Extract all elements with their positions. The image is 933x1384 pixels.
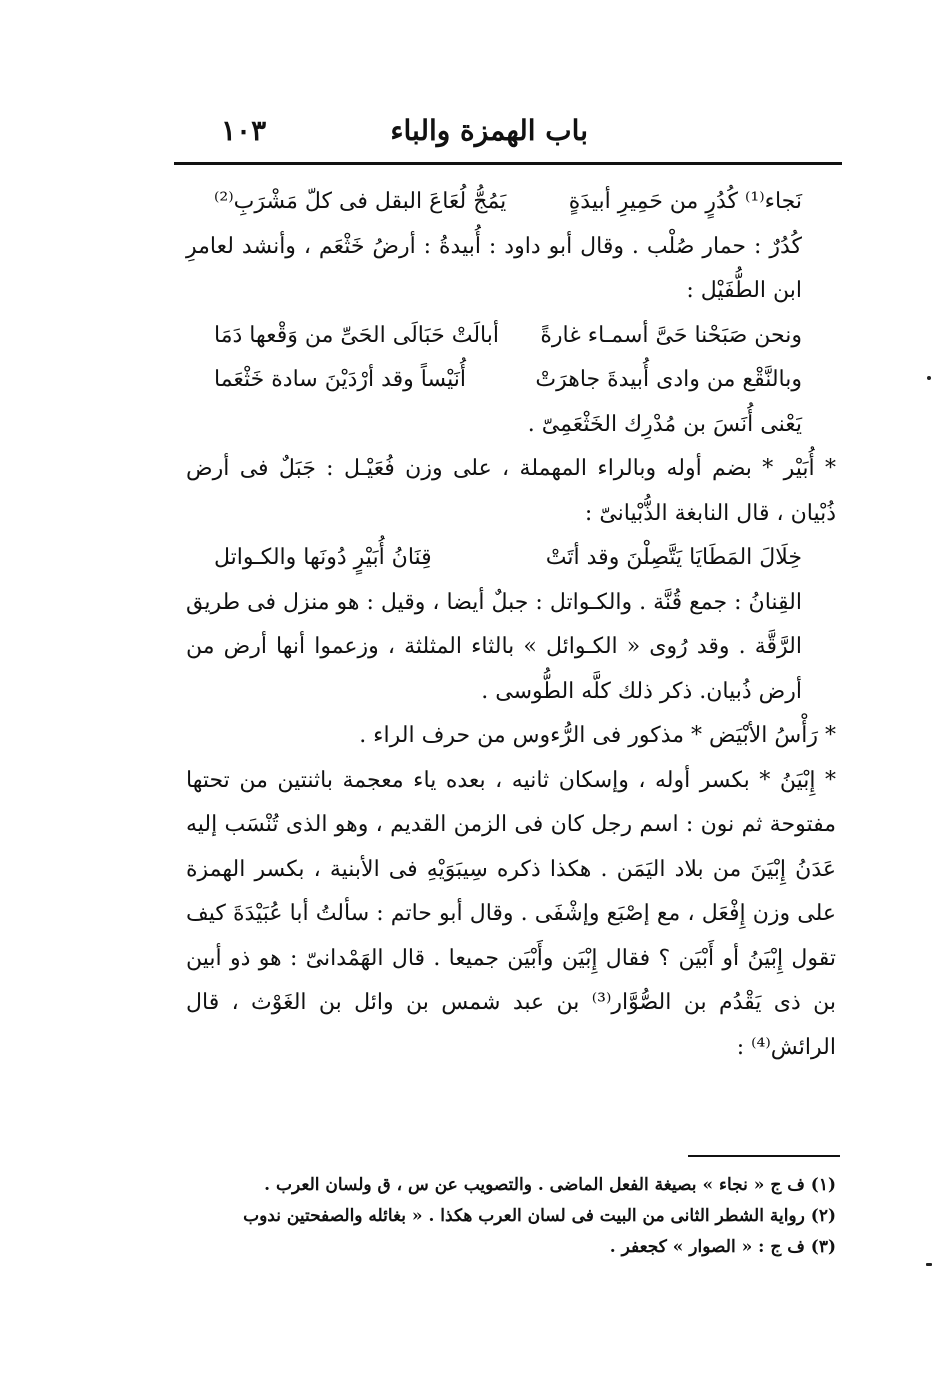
verse-hemistich-right: ونحن صَبَحْنا حَىَّ أسمـاء غارةً <box>540 322 802 348</box>
verse-line <box>186 180 836 225</box>
footnote-1: (١) ف ج « نجاء » بصيغة الفعل الماضى . والتصويب عن س ، ق ولسان العرب . <box>264 1175 836 1195</box>
footnote-rule <box>688 1155 840 1157</box>
verse-hemistich-right: وبالنَّقْع من وادى أُبيدةَ جاهرَتْ <box>535 367 802 392</box>
verse-line <box>186 358 836 403</box>
chapter-title: باب الهمزة والباء <box>390 114 588 147</box>
paragraph: القِنانُ : جمع قُنَّة . والكـواتل : جبلٌ أيضا ، وقيل : هو منزل فى طريق الرَّقَّة . وقد رُوى « الكـوائل » بالثاء المثلثة ، وزعموا أنها أرض من أرض ذُبيان. ذكر ذلك كلَّه الطُّوسى . <box>186 589 802 704</box>
footnote-2: (٢) رواية الشطر الثانى من البيت فى لسان العرب هكذا . « بغائله والصفحتين ندوب <box>243 1206 836 1226</box>
footnote-3: (٣) ف ج : « الصوار » كجعفر . <box>609 1237 836 1257</box>
paragraph: كُدُرٌ : حمار صُلْب . وقال أبو داود : أُبيدةُ : أرضُ خَثْعَم ، وأنشد لعامرِ ابن الطُّفَيْل : <box>186 233 802 303</box>
page-number: ١٠٣ <box>221 114 267 147</box>
footnotes <box>186 1170 836 1263</box>
entry-ras-al-abyad: * رَأْسُ الأبْيَض * مذكور فى الرُّءوس من حرف الراء . <box>359 723 836 748</box>
verse-hemistich-left: قِنَانُ أُبَيْرٍ دُونَها والكـواتل <box>214 545 432 570</box>
paragraph: يَعْنى أُنَسَ بن مُدْرِك الخَثْعَمِىّ . <box>527 411 802 437</box>
verse-line <box>186 314 836 359</box>
verse-line <box>186 536 836 581</box>
verse-hemistich-right: نَجاء⁽¹⁾ كُدُرٍ من حَمِيرِ أبيدَةٍ <box>568 189 802 214</box>
verse-hemistich-left: أُنَيْساً وقد أرْدَيْنَ سادة خَثْعَما <box>214 367 467 392</box>
verse-hemistich-right: خِلَالَ المَطَايَا يَتَّصِلْنَ وقد أتَتْ <box>545 545 802 570</box>
margin-dash <box>926 1263 932 1266</box>
main-text <box>186 180 836 1070</box>
header-rule <box>174 162 842 165</box>
running-header <box>176 112 840 162</box>
margin-dot <box>927 376 931 380</box>
entry-ibyan: * إِبْيَنُ * بكسر أوله ، وإسكان ثانيه ، بعده ياء معجمة باثنتين من تحتها مفتوحة ثم نون : اسم رجل كان فى الزمن القديم ، وهو الذى تُنْسَب إليه عَدَنُ إِبْيَنَ من بلاد اليَمَن . هكذا ذكره سِيبَوَيْهِ فى الأبنية ، بكسر الهمزة على وزن إِفْعَل ، مع إصْبَع وإشْفَى . وقال أبو حاتم : سألتُ أبا عُبَيْدَةَ كيف تقول إِبْيَنُ أو أَبْيَن ؟ فقال إِبْيَن وأَبْيَن جميعا . قال الهَمْدانىّ : هو ذو أبين بن ذى يَقْدُم بن الصُّوَّار⁽³⁾ بن عبد شمس بن وائل بن الغَوْث ، قال الرائش⁽⁴⁾ : <box>186 767 836 1060</box>
verse-hemistich-left: يَمُجُّ لُعَاعَ البقل فى كلّ مَشْرَبِ⁽²⁾ <box>214 189 507 214</box>
verse-hemistich-left: أبالَتْ حَبَالَى الحَىِّ من وَقْعها دَمَا <box>214 322 499 348</box>
entry-abyar: * أُبَيْر * بضم أوله وبالراء المهملة ، على وزن فُعَيْـل : جَبَلٌ فى أرض ذُبْيان ، قال النابغة الذُّبْيانىّ : <box>186 456 836 526</box>
